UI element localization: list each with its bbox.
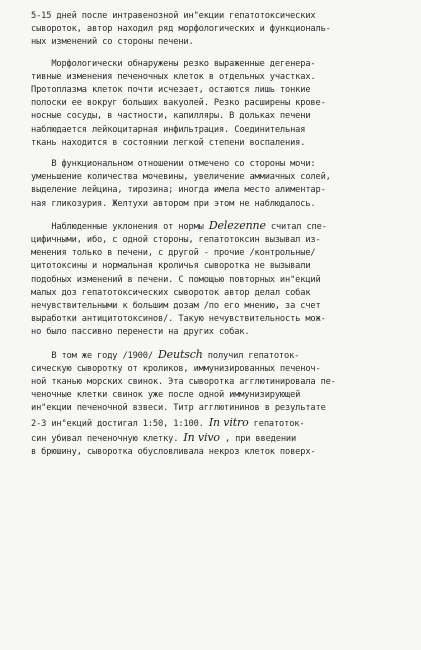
text-line [31,313,407,326]
typed-text: но было пассивно перенести на других собак. [31,327,250,338]
typed-text: ных изменений со стороны печени. [31,37,194,48]
text-line [31,158,407,171]
typed-text: цитотоксины и нормальная кроличья сыворотка не вызывали [31,261,311,272]
typed-text: выработки антицитотоксинов/. Такую нечувствительность мож- [31,314,326,325]
text-line [31,260,407,273]
text-line [31,184,407,197]
text-line [31,431,407,446]
text-line [31,58,407,71]
paragraph-gap [31,340,407,348]
text-line [31,84,407,97]
typed-text: , при введении [219,433,297,444]
typed-text: выделение лейцина, тирозина; иногда имела место алиментар- [31,185,326,196]
typed-text: наблюдается лейкоцитарная инфильтрация. Соединительная [31,124,306,135]
handwritten-name: Deutsch [158,347,203,361]
typed-text: тивные изменения печеночных клеток в отдельных участках. [31,71,316,82]
typed-text: ин"екции печеночной взвеси. Титр агглютининов в результате [31,403,326,414]
text-line [31,363,407,376]
typed-text: син убивал печеночную клетку. [31,433,184,444]
typed-text: Протоплазма клеток почти исчезает, остаются лишь тонкие [31,85,311,96]
paragraph-gap [31,211,407,219]
text-line [31,137,407,150]
paragraph [31,219,407,340]
text-line [31,274,407,287]
text-line [31,23,407,36]
text-line [31,198,407,211]
text-line [31,71,407,84]
typed-text: малых доз гепатотоксических сывороток автор делал собак [31,287,311,298]
typed-text: считал спе- [265,221,327,232]
typed-text: ная гликозурия. Желтухи автором при этом не наблюдалось. [31,198,316,209]
typed-text: уменьшение количества мочевины, увеличение аммиачных солей, [31,172,331,183]
typed-text: получил гепатоток- [202,350,300,361]
typed-text: Наблюденные уклонения от нормы [31,221,209,232]
typed-text: В том же году /1900/ [31,350,159,361]
paragraph-gap [31,150,407,158]
text-line [31,110,407,123]
typed-text: ткань находится в состоянии легкой степени воспаления. [31,137,306,148]
text-line [31,287,407,300]
text-line [31,446,407,459]
typed-text: сическую сыворотку от кроликов, иммунизированных печеноч- [31,363,321,374]
paragraph [31,58,407,150]
typed-text: В функциональном отношении отмечено со стороны мочи: [31,159,316,170]
typed-text: Морфологически обнаружены резко выраженные дегенера- [31,58,316,69]
text-line [31,389,407,402]
paragraph [31,348,407,460]
text-line [31,171,407,184]
typed-text: 2-3 ин"екций достигал 1:50, 1:100. [31,418,209,429]
typed-text: носные сосуды, в частности, капилляры. В дольках печени [31,111,311,122]
typed-text: ной тканью морских свинок. Эта сыворотка агглютинировала пе- [31,377,336,388]
typed-text: в брюшину, сыворотка обусловливала некроз клеток поверх- [31,447,316,458]
typed-text: гепатоток- [248,418,305,429]
text-line [31,300,407,313]
typed-text: полоски ее вокруг больших вакуолей. Резко расширены крове- [31,98,326,109]
text-line [31,326,407,339]
handwritten-name: Delezenne [208,218,266,232]
text-line [31,348,407,363]
typed-text: нечувствительными к большим дозам /по его мнению, за счет [31,301,321,312]
text-line [31,402,407,415]
typed-text: сывороток, автор находил ряд морфологических и функциональ- [31,24,331,35]
paragraph [31,10,407,50]
paragraph-gap [31,50,407,58]
text-line [31,10,407,23]
typed-text: подобных изменений в печени. С помощью повторных ин"екций [31,274,321,285]
text-line [31,219,407,234]
paragraph [31,158,407,211]
handwritten-name: In vivo [183,430,220,444]
text-line [31,376,407,389]
text-line [31,124,407,137]
typed-text: менения только в печени, с другой - прочие /контрольные/ [31,248,316,259]
typed-text: 5-15 дней после интравенозной ин"екции гепатотоксических [31,11,316,21]
text-line [31,234,407,247]
text-line [31,416,407,431]
text-line [31,97,407,110]
text-line [31,247,407,260]
text-line [31,36,407,49]
typed-text: цифичными, ибо, с одной стороны, гепатотоксин вызывал из- [31,235,321,246]
typed-text: ченочные клетки свинок уже после одной иммунизирующей [31,390,301,401]
handwritten-name: In vitro [208,415,249,429]
